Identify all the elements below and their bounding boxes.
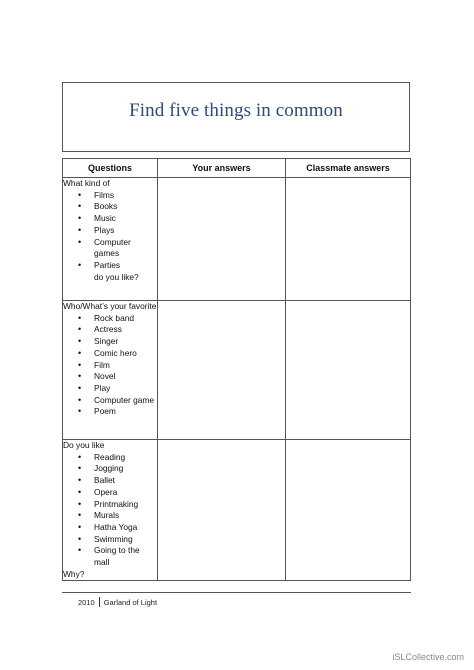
question-cell [63,301,158,440]
list-item: • Singer [94,336,157,348]
your-answer-cell[interactable] [158,440,286,581]
header-classmate-answers: Classmate answers [286,159,411,178]
list-item: • Comic hero [94,348,157,360]
footer [78,597,157,607]
table-row [63,440,411,581]
footer-year: 2010 [78,597,95,607]
list-item: • Music [94,213,157,225]
question-list [63,313,157,418]
classmate-answer-cell[interactable] [286,440,411,581]
list-item: • Ballet [94,475,157,487]
list-item: • Hatha Yoga [94,522,157,534]
header-your-answers: Your answers [158,159,286,178]
list-item: • Computer game [94,395,157,407]
list-item: • Film [94,360,157,372]
list-item: • Reading [94,452,157,464]
table-header-row [63,159,411,178]
your-answer-cell[interactable] [158,178,286,301]
question-cell [63,440,158,581]
list-item: • Play [94,383,157,395]
list-item: • Swimming [94,534,157,546]
list-item: • Printmaking [94,499,157,511]
list-item: • Opera [94,487,157,499]
footer-author: Garland of Light [103,597,158,607]
table-row [63,178,411,301]
questions-table [62,158,411,581]
list-item: • Actress [94,324,157,336]
question-closing: do you like? [94,271,139,282]
list-item: • Films [94,190,157,202]
your-answer-cell[interactable] [158,301,286,440]
header-questions: Questions [63,159,158,178]
list-item: • Computer games [94,237,157,260]
list-item: • Poem [94,406,157,418]
footer-divider [62,592,411,593]
title-box [62,82,410,152]
question-lead: Do you like [63,440,105,450]
list-item: • Going to the mall [94,545,157,568]
question-list [63,452,157,569]
question-list [63,190,157,272]
list-item: • Novel [94,371,157,383]
question-cell [63,178,158,301]
footer-separator [99,597,100,607]
list-item: • Plays [94,225,157,237]
classmate-answer-cell[interactable] [286,178,411,301]
question-lead: Who/What’s your favorite [63,301,157,311]
list-item: • Jogging [94,463,157,475]
question-lead: What kind of [63,178,110,188]
list-item: • Parties [94,260,157,272]
table-row [63,301,411,440]
list-item: • Rock band [94,313,157,325]
classmate-answer-cell[interactable] [286,301,411,440]
list-item: • Murals [94,510,157,522]
watermark: iSLCollective.com [392,652,464,662]
list-item: • Books [94,201,157,213]
page-title: Find five things in common [129,100,343,121]
question-closing: Why? [63,568,85,579]
